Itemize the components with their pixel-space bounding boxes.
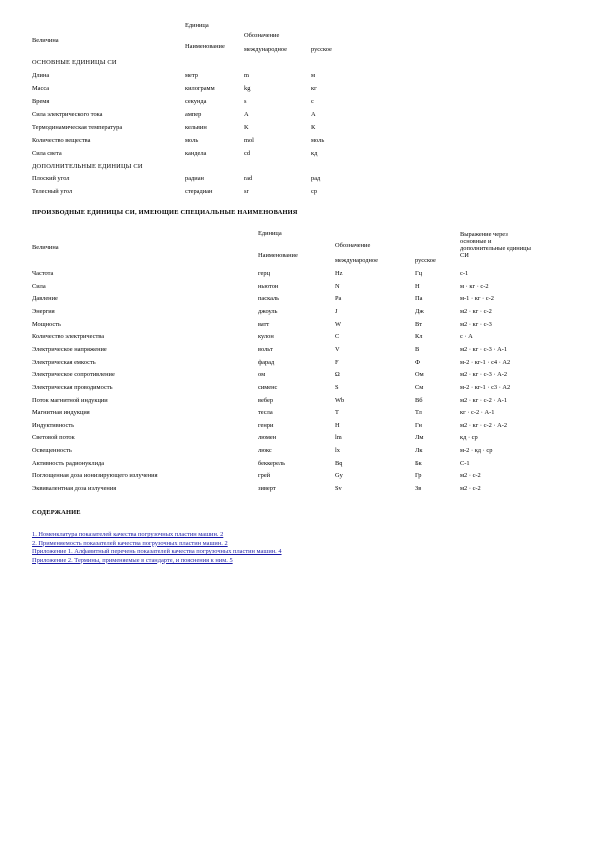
- unit-name-cell: ампер: [185, 111, 202, 118]
- international-header: международное: [244, 46, 287, 53]
- russian-symbol-cell: Бк: [415, 459, 422, 467]
- quantity-cell: Термодинамическая температура: [32, 124, 123, 131]
- name-header: Наименование: [185, 43, 225, 50]
- unit-header: Единица: [258, 230, 282, 237]
- quantity-cell: Давление: [32, 295, 58, 303]
- international-symbol-cell: Bq: [335, 459, 343, 467]
- expression-header-line-4: СИ: [460, 252, 469, 259]
- russian-symbol-cell: Ом: [415, 371, 424, 379]
- quantity-cell: Телесный угол: [32, 188, 73, 195]
- international-symbol-cell: N: [335, 282, 340, 290]
- expression-cell: м · кг · с-2: [460, 282, 489, 290]
- international-symbol-cell: Pa: [335, 295, 342, 303]
- quantity-cell: Электрическое сопротивление: [32, 371, 115, 379]
- quantity-cell: Активность радионуклида: [32, 459, 105, 467]
- russian-symbol-cell: Вб: [415, 396, 423, 404]
- international-symbol-cell: lx: [335, 447, 340, 455]
- russian-symbol-cell: А: [311, 111, 316, 118]
- unit-name-cell: грей: [258, 472, 271, 480]
- quantity-cell: Освещенность: [32, 447, 72, 455]
- russian-symbol-cell: Гн: [415, 421, 422, 429]
- expression-cell: м2 · кг · с-2 · А-1: [460, 396, 508, 404]
- designation-header: Обозначение: [244, 32, 280, 39]
- expression-cell: С-1: [460, 459, 470, 467]
- unit-name-cell: ватт: [258, 320, 270, 328]
- name-header: Наименование: [258, 252, 298, 259]
- quantity-header: Величина: [32, 244, 59, 251]
- expression-header-line-2: основные и: [460, 238, 492, 245]
- quantity-header: Величина: [32, 37, 59, 44]
- expression-cell: м-2 · кд · ср: [460, 447, 493, 455]
- expression-cell: м2 · кг · с-2: [460, 307, 492, 315]
- quantity-cell: Магнитная индукция: [32, 409, 90, 417]
- quantity-cell: Время: [32, 98, 50, 105]
- expression-cell: м2 · кг · с-2 · А-2: [460, 421, 508, 429]
- unit-name-cell: тесла: [258, 409, 273, 417]
- unit-name-cell: секунда: [185, 98, 207, 105]
- unit-name-cell: джоуль: [258, 307, 278, 315]
- international-symbol-cell: mol: [244, 137, 254, 144]
- quantity-cell: Сила электрического тока: [32, 111, 103, 118]
- expression-cell: кг · с-2 · А-1: [460, 409, 495, 417]
- unit-name-cell: сименс: [258, 383, 278, 391]
- russian-symbol-cell: моль: [311, 137, 325, 144]
- russian-symbol-cell: См: [415, 383, 424, 391]
- international-symbol-cell: Hz: [335, 270, 343, 277]
- toc-link[interactable]: Приложение 2. Термины, применяемые в стандарте, и пояснения к ним. 5: [32, 556, 233, 564]
- unit-header: Единица: [185, 22, 209, 29]
- expression-header-line-3: дополнительные единицы: [460, 245, 531, 252]
- expression-cell: с-1: [460, 270, 469, 277]
- unit-name-cell: моль: [185, 137, 199, 144]
- international-symbol-cell: s: [244, 98, 247, 105]
- international-symbol-cell: V: [335, 345, 340, 353]
- unit-name-cell: беккерель: [258, 459, 286, 467]
- unit-name-cell: вебер: [258, 396, 274, 404]
- unit-name-cell: люмен: [258, 434, 277, 442]
- international-symbol-cell: C: [335, 333, 340, 341]
- unit-name-cell: килограмм: [185, 85, 215, 92]
- unit-name-cell: метр: [185, 72, 198, 79]
- quantity-cell: Поток магнитной индукции: [32, 396, 108, 404]
- expression-cell: кд · ср: [460, 434, 478, 442]
- expression-cell: м2 · кг · с-3: [460, 320, 492, 328]
- quantity-cell: Электрическая проводимость: [32, 383, 113, 391]
- quantity-cell: Индуктивность: [32, 421, 75, 429]
- expression-cell: м-2 · кг-1 · с4 · А2: [460, 358, 511, 366]
- russian-symbol-cell: кг: [311, 85, 317, 92]
- quantity-cell: Количество электричества: [32, 333, 105, 341]
- international-symbol-cell: K: [244, 124, 249, 131]
- russian-symbol-cell: Па: [415, 295, 423, 303]
- unit-name-cell: генри: [258, 421, 274, 429]
- toc-link[interactable]: Приложение 1. Алфавитный перечень показателей качества погрузочных пластин машин. 4: [32, 548, 282, 555]
- international-symbol-cell: Ω: [335, 371, 340, 379]
- quantity-cell: Световой поток: [32, 434, 75, 442]
- russian-header: русское: [415, 257, 436, 264]
- russian-symbol-cell: Кл: [415, 333, 423, 341]
- russian-symbol-cell: Н: [415, 282, 420, 290]
- unit-name-cell: ньютон: [258, 282, 279, 290]
- quantity-cell: Масса: [32, 85, 50, 92]
- international-symbol-cell: kg: [244, 85, 251, 92]
- toc-title: СОДЕРЖАНИЕ: [32, 509, 81, 516]
- quantity-cell: Сила: [32, 282, 46, 290]
- unit-name-cell: герц: [258, 270, 270, 277]
- unit-name-cell: фарад: [258, 358, 275, 366]
- russian-symbol-cell: Дж: [415, 307, 424, 315]
- expression-header-line-1: Выражение через: [460, 231, 508, 238]
- toc-link[interactable]: 2. Применяемость показателей качества погрузочных пластин машин. 2: [32, 539, 228, 547]
- international-symbol-cell: J: [335, 307, 338, 315]
- unit-name-cell: кандела: [185, 150, 207, 157]
- international-symbol-cell: Wb: [335, 396, 345, 404]
- russian-symbol-cell: ср: [311, 188, 318, 195]
- international-header: международное: [335, 257, 378, 264]
- international-symbol-cell: S: [335, 383, 339, 391]
- expression-cell: м2 · с-2: [460, 472, 481, 480]
- expression-cell: м-1 · кг · с-2: [460, 295, 494, 303]
- unit-name-cell: вольт: [258, 345, 273, 353]
- russian-symbol-cell: Ф: [415, 358, 421, 366]
- russian-symbol-cell: с: [311, 98, 314, 105]
- unit-name-cell: стерадиан: [185, 188, 213, 195]
- quantity-cell: Плоский угол: [32, 175, 70, 182]
- international-symbol-cell: Gy: [335, 472, 343, 480]
- unit-name-cell: люкс: [258, 447, 272, 455]
- russian-symbol-cell: Гр: [415, 472, 422, 480]
- quantity-cell: Длина: [32, 72, 50, 79]
- russian-symbol-cell: рад: [311, 175, 321, 182]
- designation-header: Обозначение: [335, 242, 371, 249]
- international-symbol-cell: F: [335, 358, 339, 366]
- russian-symbol-cell: Вт: [415, 320, 423, 328]
- unit-name-cell: паскаль: [258, 295, 280, 303]
- quantity-cell: Мощность: [32, 320, 61, 328]
- quantity-cell: Частота: [32, 270, 54, 277]
- international-symbol-cell: sr: [244, 188, 249, 195]
- russian-symbol-cell: Тл: [415, 409, 422, 417]
- russian-symbol-cell: Лм: [415, 434, 424, 442]
- international-symbol-cell: Sv: [335, 485, 342, 493]
- unit-name-cell: зиверт: [258, 485, 276, 493]
- international-symbol-cell: T: [335, 409, 339, 417]
- unit-name-cell: кулон: [258, 333, 274, 341]
- quantity-cell: Поглощенная доза ионизирующего излучения: [32, 472, 158, 480]
- russian-header: русское: [311, 46, 332, 53]
- quantity-cell: Электрическая емкость: [32, 358, 96, 366]
- international-symbol-cell: rad: [244, 175, 253, 182]
- international-symbol-cell: m: [244, 72, 249, 79]
- russian-symbol-cell: Гц: [415, 270, 423, 277]
- quantity-cell: Эквивалентная доза излучения: [32, 485, 117, 493]
- quantity-cell: Количество вещества: [32, 137, 91, 144]
- expression-cell: м-2 · кг-1 · с3 · А2: [460, 383, 511, 391]
- international-symbol-cell: W: [335, 320, 342, 328]
- russian-symbol-cell: м: [311, 72, 316, 79]
- unit-name-cell: кельвин: [185, 124, 207, 131]
- section-extra-units: ДОПОЛНИТЕЛЬНЫЕ ЕДИНИЦЫ СИ: [32, 163, 143, 170]
- expression-cell: м2 · кг · с-3 · А-1: [460, 345, 508, 353]
- russian-symbol-cell: Лк: [415, 447, 423, 455]
- international-symbol-cell: H: [335, 421, 340, 429]
- quantity-cell: Электрическое напряжение: [32, 345, 107, 353]
- expression-cell: м2 · с-2: [460, 485, 481, 493]
- unit-name-cell: радиан: [185, 175, 204, 182]
- russian-symbol-cell: В: [415, 345, 420, 353]
- expression-cell: м2 · кг · с-3 · А-2: [460, 371, 508, 379]
- expression-cell: с · А: [460, 333, 473, 341]
- international-symbol-cell: A: [244, 111, 249, 118]
- toc-link[interactable]: 1. Номенклатура показателей качества погрузочных пластин машин. 2: [32, 531, 224, 538]
- russian-symbol-cell: кд: [311, 150, 318, 157]
- unit-name-cell: ом: [258, 371, 266, 379]
- section-base-units: ОСНОВНЫЕ ЕДИНИЦЫ СИ: [32, 59, 117, 66]
- russian-symbol-cell: К: [311, 124, 316, 131]
- russian-symbol-cell: Зв: [415, 485, 422, 493]
- international-symbol-cell: lm: [335, 434, 342, 442]
- quantity-cell: Энергия: [32, 307, 55, 315]
- quantity-cell: Сила света: [32, 150, 62, 157]
- international-symbol-cell: cd: [244, 150, 251, 157]
- derived-units-title: ПРОИЗВОДНЫЕ ЕДИНИЦЫ СИ, ИМЕЮЩИЕ СПЕЦИАЛЬНЫЕ НАИМЕНОВАНИЯ: [32, 209, 298, 216]
